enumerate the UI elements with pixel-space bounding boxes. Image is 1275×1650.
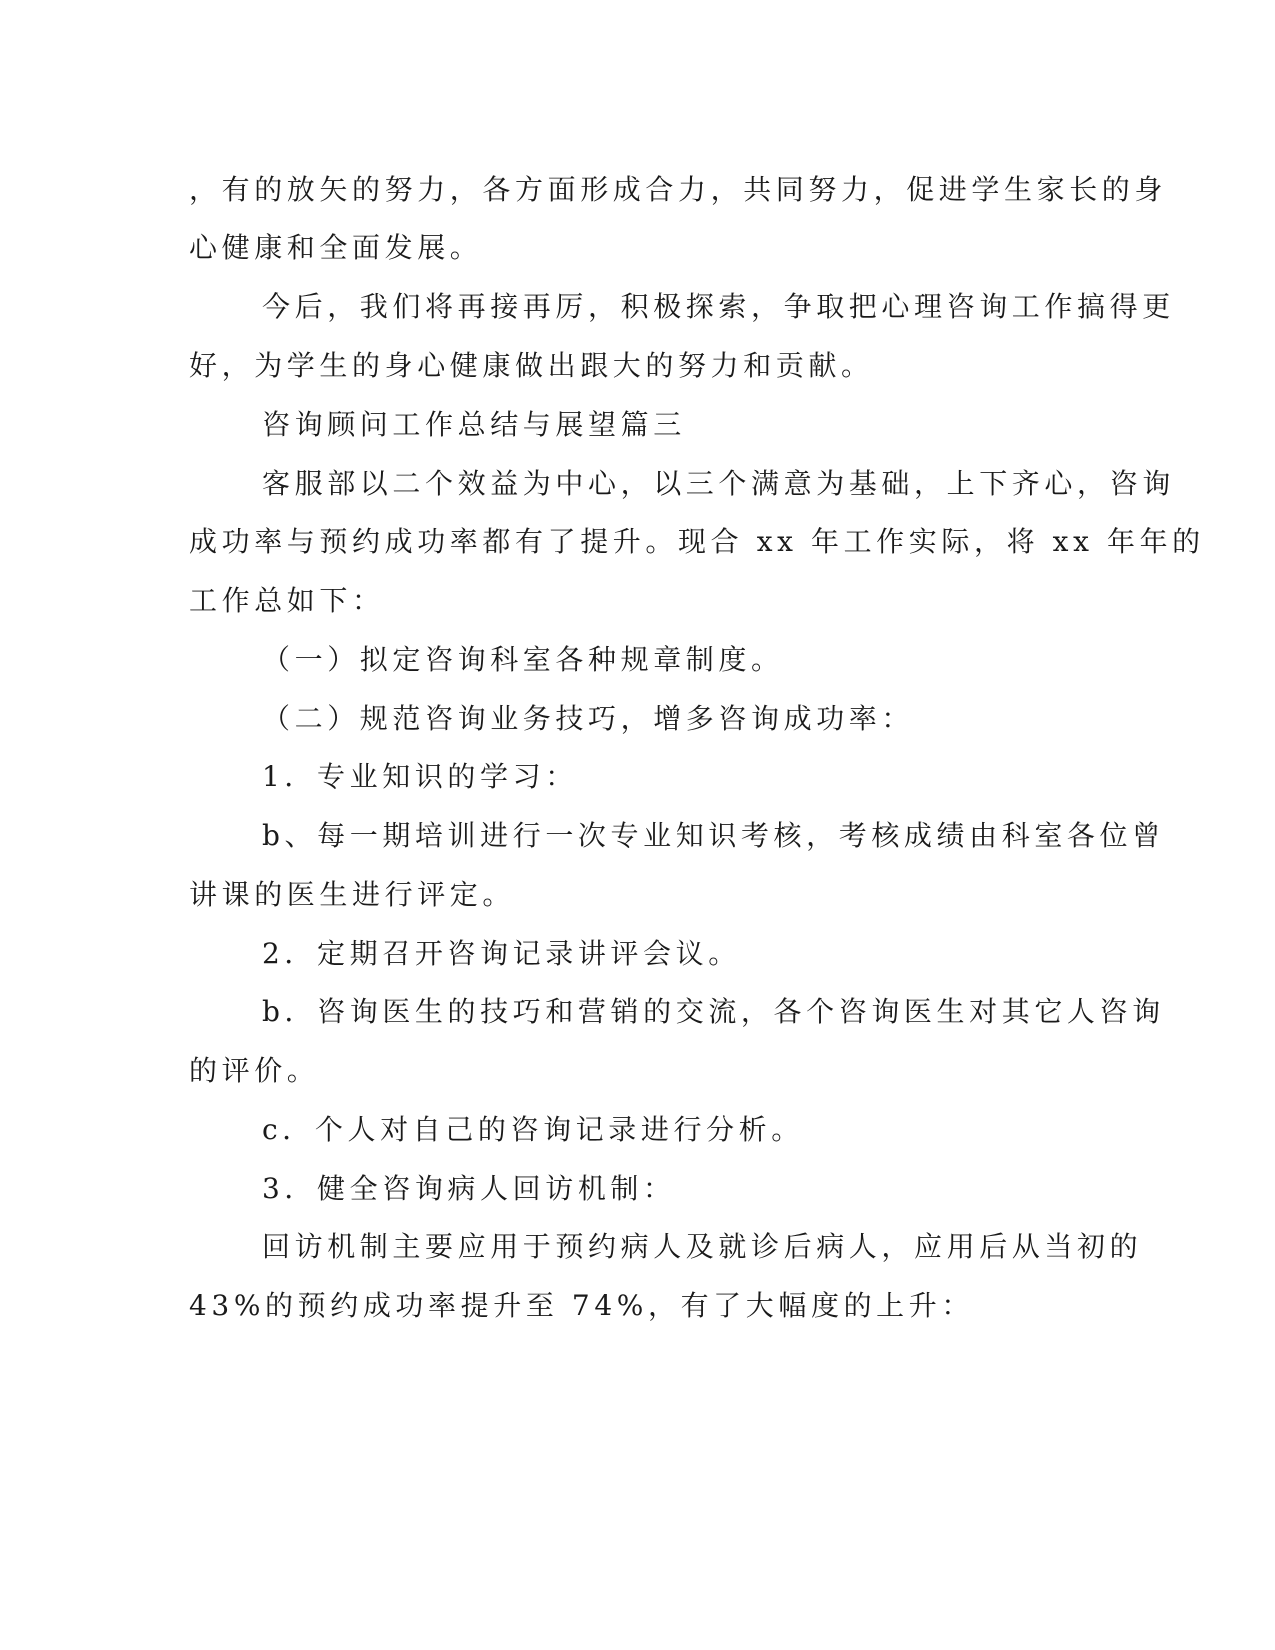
paragraph-line: 43%的预约成功率提升至 74%，有了大幅度的上升： bbox=[189, 1289, 974, 1322]
list-item: 2．定期召开咨询记录讲评会议。 bbox=[262, 937, 741, 970]
section-heading: 咨询顾问工作总结与展望篇三 bbox=[262, 408, 686, 441]
paragraph-line: 今后，我们将再接再厉，积极探索，争取把心理咨询工作搞得更 bbox=[262, 290, 1175, 323]
paragraph-line: 好，为学生的身心健康做出跟大的努力和贡献。 bbox=[189, 349, 874, 382]
paragraph-line: 的评价。 bbox=[189, 1054, 320, 1087]
paragraph-line: 客服部以二个效益为中心，以三个满意为基础，上下齐心，咨询 bbox=[262, 467, 1175, 500]
paragraph-line: b、每一期培训进行一次专业知识考核，考核成绩由科室各位曾 bbox=[262, 819, 1165, 852]
paragraph-line: 工作总如下： bbox=[189, 584, 385, 617]
list-item: 3．健全咨询病人回访机制： bbox=[262, 1172, 676, 1205]
paragraph-line: 讲课的医生进行评定。 bbox=[189, 878, 516, 911]
paragraph-line: 成功率与预约成功率都有了提升。现合 xx 年工作实际，将 xx 年年的 bbox=[189, 525, 1205, 558]
paragraph-line: b．咨询医生的技巧和营销的交流，各个咨询医生对其它人咨询 bbox=[262, 995, 1165, 1028]
list-item: （一）拟定咨询科室各种规章制度。 bbox=[262, 643, 784, 676]
paragraph-line: 回访机制主要应用于预约病人及就诊后病人，应用后从当初的 bbox=[262, 1230, 1143, 1263]
paragraph-line: 心健康和全面发展。 bbox=[189, 231, 483, 264]
list-item: c．个人对自己的咨询记录进行分析。 bbox=[262, 1113, 804, 1146]
paragraph-line: ，有的放矢的努力，各方面形成合力，共同努力，促进学生家长的身 bbox=[189, 173, 1168, 206]
list-item: 1．专业知识的学习： bbox=[262, 760, 578, 793]
list-item: （二）规范咨询业务技巧，增多咨询成功率： bbox=[262, 702, 915, 735]
